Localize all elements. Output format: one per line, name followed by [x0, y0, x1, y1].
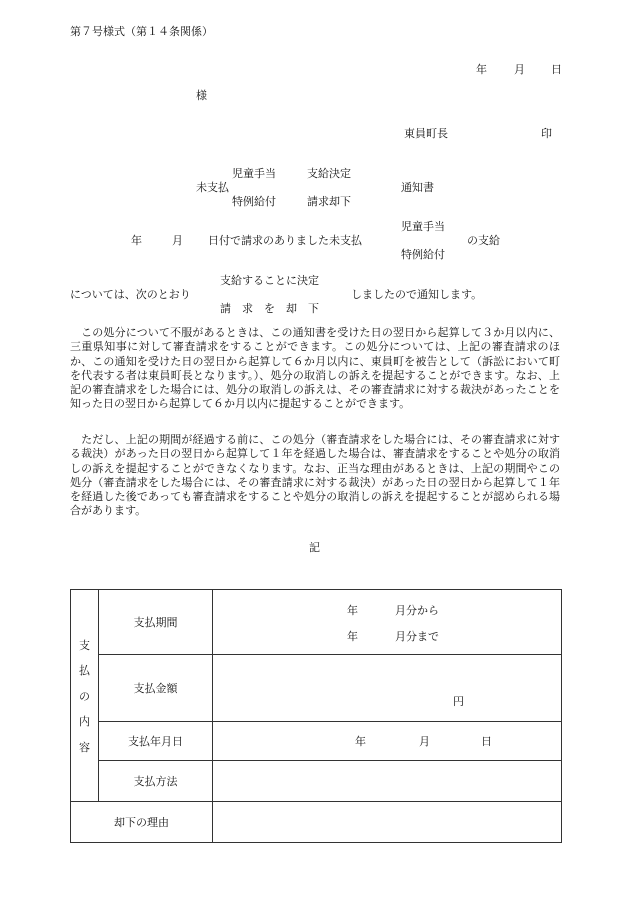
period-from-text: 月分から	[395, 604, 439, 617]
period-to-text: 月分まで	[395, 630, 439, 643]
appeal-notice-paragraph-1: この処分について不服があるときは、この通知書を受けた日の翌日から起算して３か月以内に、三重県知事に対して審査請求をすることができます。この処分については、上記の審査請求のほか、この通知を受けた日の翌日から起算して６か月以内に、東員町を被告として（訴訟において町を代表する者は東員町長となります。）、処分の取消しの訴えを提起することができます。なお、上記の審査請求をした場合には、処分の取消しの訴えは、その審査請求に対する裁決があったことを知った日の翌日から起算して６か月以内に提起することができます。	[70, 326, 560, 411]
sentence1-text: 日付で請求のありました未支払	[208, 234, 362, 247]
date-day-label: 日	[551, 63, 562, 76]
sentence1-year-label: 年	[131, 234, 142, 247]
method-value-cell[interactable]	[213, 761, 562, 802]
appeal-notice-paragraph-2: ただし、上記の期間が経過する前に、この処分（審査請求をした場合には、その審査請求に対する裁決）があった日の翌日から起算して１年を経過した場合は、審査請求をすることや処分の取消しの訴えを提起することができなくなります。なお、正当な理由があるときは、上記の期間やこの処分（審査請求をした場合には、その審査請求に対する裁決）があった日の翌日から起算して１年を経過した後であっても審査請求をすることや処分の取消しの訴えを提起することが認められる場合があります。	[70, 433, 560, 518]
amount-label: 支払金額	[99, 655, 213, 722]
addressee-suffix: 様	[196, 89, 207, 102]
seal-mark: 印	[541, 127, 552, 140]
pay-date-value-cell[interactable]	[213, 722, 562, 761]
pay-date-month-label: 月	[419, 735, 430, 748]
amount-unit-yen: 円	[453, 695, 464, 708]
sentence2-option-shikyu: 支給することに決定	[220, 274, 319, 287]
issuer-name: 東員町長	[404, 127, 448, 140]
title-option-jido-teate: 児童手当	[232, 167, 276, 180]
sentence2-lead: については、次のとおり	[70, 288, 191, 301]
title-mishiharai: 未支払	[196, 181, 229, 194]
period-to-year-label: 年	[347, 630, 358, 643]
sentence1-option-tokurei-kyufu: 特例給付	[401, 248, 445, 261]
section-char: 払	[79, 664, 90, 677]
section-char: 内	[79, 715, 90, 728]
period-label: 支払期間	[99, 590, 213, 655]
section-char: の	[79, 689, 90, 703]
sentence1-month-label: 月	[172, 234, 183, 247]
period-from-year-label: 年	[347, 604, 358, 617]
date-year-label: 年	[476, 63, 487, 76]
sentence1-tail: の支給	[467, 234, 500, 247]
date-month-label: 月	[514, 63, 525, 76]
amount-value-cell[interactable]	[213, 655, 562, 722]
title-option-seikyu-kyakka: 請求却下	[307, 195, 351, 208]
period-value-cell[interactable]	[213, 590, 562, 655]
sentence2-option-kyakka: 請 求 を 却 下	[220, 302, 319, 315]
title-option-tokurei-kyufu: 特例給付	[232, 195, 276, 208]
form-number: 第７号様式（第１４条関係）	[70, 25, 213, 38]
title-option-shikyu-kettei: 支給決定	[307, 167, 351, 180]
payment-details-table	[70, 589, 562, 843]
rejection-reason-value-cell[interactable]	[213, 802, 562, 843]
section-char: 容	[79, 740, 90, 754]
method-label: 支払方法	[99, 761, 213, 802]
rejection-reason-label: 却下の理由	[71, 802, 213, 843]
pay-date-year-label: 年	[355, 735, 366, 748]
pay-date-label: 支払年月日	[99, 722, 213, 761]
section-label-shiharai-no-naiyo	[71, 590, 99, 802]
sentence2-tail: しましたので通知します。	[351, 288, 483, 301]
pay-date-day-label: 日	[481, 735, 492, 748]
sentence1-option-jido-teate: 児童手当	[401, 220, 445, 233]
title-tsuchisho: 通知書	[401, 181, 434, 194]
section-char: 支	[79, 638, 90, 652]
ki-heading: 記	[309, 541, 320, 554]
